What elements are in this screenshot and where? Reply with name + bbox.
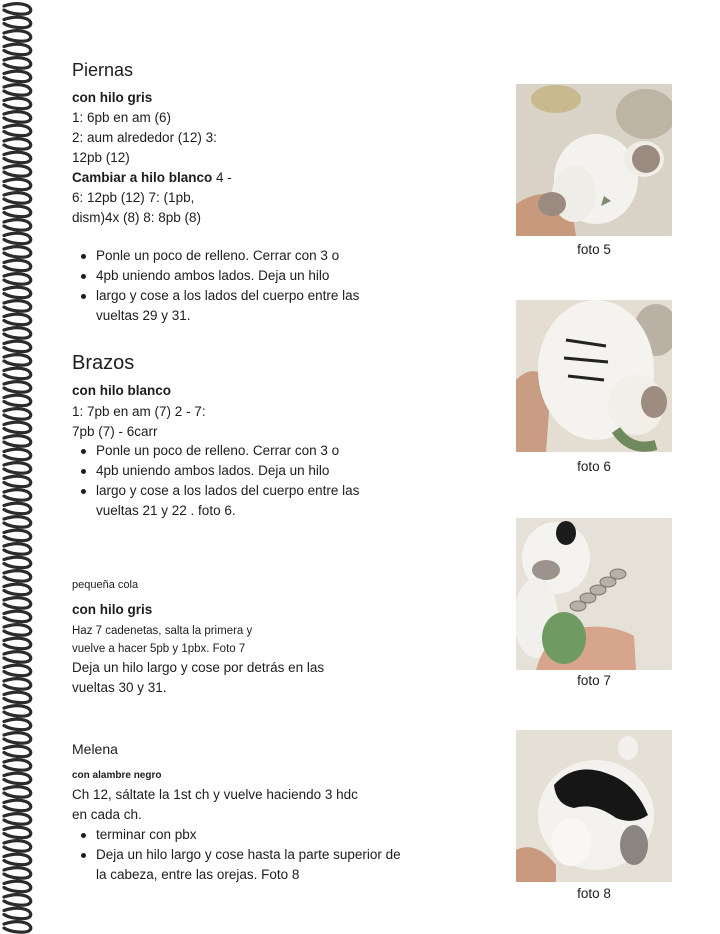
spiral-coil [4, 679, 31, 689]
spiral-coil [4, 4, 31, 14]
list-item: Deja un hilo largo y cose hasta la parte superior de la cabeza, entre las orejas. Foto 8 [72, 845, 402, 885]
spiral-coil [4, 584, 31, 594]
spiral-coil [4, 800, 31, 810]
melena-bullets [72, 825, 402, 885]
cola-line: vuelve a hacer 5pb y 1pbx. Foto 7 [72, 643, 246, 655]
list-item: terminar con pbx [72, 825, 402, 845]
spiral-coil [4, 274, 31, 284]
spiral-coil [4, 692, 31, 702]
section-title-melena: Melena [72, 741, 118, 757]
spiral-coil [4, 665, 31, 675]
spiral-coil [4, 287, 31, 297]
spiral-coil [4, 85, 31, 95]
spiral-coil [4, 908, 31, 918]
spiral-coil [4, 746, 31, 756]
list-item: largo y cose a los lados del cuerpo entre las vueltas 29 y 31. [72, 286, 402, 326]
cola-yarn: con hilo gris [72, 602, 153, 617]
spiral-coil [4, 881, 31, 891]
piernas-instructions [72, 108, 402, 228]
photo-7 [516, 518, 672, 670]
spiral-coil [4, 814, 31, 824]
spiral-coil [4, 773, 31, 783]
melena-line: Ch 12, sáltate la 1st ch y vuelve haciendo 3 hdc [72, 787, 358, 802]
spiral-coil [4, 71, 31, 81]
piernas-line: 2: aum alrededor (12) 3: [72, 130, 217, 145]
spiral-coil [4, 652, 31, 662]
spiral-coil [4, 58, 31, 68]
brazos-yarn: con hilo blanco [72, 383, 172, 398]
spiral-coil [4, 260, 31, 270]
spiral-coil [4, 368, 31, 378]
spiral-coil [4, 557, 31, 567]
cola-line: vueltas 30 y 31. [72, 680, 167, 695]
spiral-coil [4, 395, 31, 405]
spiral-coil [4, 530, 31, 540]
spiral-coil [4, 98, 31, 108]
photo-8-caption: foto 8 [577, 886, 611, 901]
cola-line: Haz 7 cadenetas, salta la primera y [72, 625, 253, 637]
spiral-coil [4, 625, 31, 635]
photo-6 [516, 300, 672, 452]
piernas-line: 12pb (12) [72, 150, 130, 165]
spiral-coil [4, 314, 31, 324]
spiral-coil [4, 895, 31, 905]
photo-6-caption: foto 6 [577, 459, 611, 474]
melena-line: en cada ch. [72, 807, 142, 822]
spiral-coil [4, 125, 31, 135]
brazos-bullets [72, 441, 402, 521]
spiral-coil [4, 139, 31, 149]
spiral-coil [4, 193, 31, 203]
spiral-coil [4, 179, 31, 189]
piernas-bullets [72, 246, 402, 326]
spiral-coil [4, 220, 31, 230]
spiral-coil [4, 409, 31, 419]
brazos-instructions [72, 402, 402, 442]
spiral-coil [4, 638, 31, 648]
piernas-change-line [72, 168, 402, 188]
spiral-coil [4, 719, 31, 729]
spiral-coil [4, 206, 31, 216]
brazos-line: 7pb (7) - 6carr [72, 424, 158, 439]
spiral-coil [4, 733, 31, 743]
cola-line: Deja un hilo largo y cose por detrás en las [72, 660, 325, 675]
spiral-coil [4, 31, 31, 41]
change-yarn-label: Cambiar a hilo blanco [72, 170, 213, 185]
brazos-line: 1: 7pb en am (7) 2 - 7: [72, 404, 206, 419]
spiral-coil [4, 706, 31, 716]
spiral-coil [4, 476, 31, 486]
spiral-coil [4, 436, 31, 446]
section-title-cola: pequeña cola [72, 579, 139, 591]
spiral-binding [0, 0, 40, 934]
spiral-coil [4, 827, 31, 837]
spiral-coil [4, 152, 31, 162]
list-item: largo y cose a los lados del cuerpo entre las vueltas 21 y 22 . foto 6. [72, 481, 402, 521]
spiral-coil [4, 598, 31, 608]
spiral-coil [4, 868, 31, 878]
spiral-coil [4, 233, 31, 243]
photo-7-caption: foto 7 [577, 673, 611, 688]
change-yarn-rest: 4 - [212, 170, 232, 185]
spiral-coil [4, 112, 31, 122]
spiral-coil [4, 760, 31, 770]
piernas-yarn: con hilo gris [72, 90, 153, 105]
spiral-coil [4, 422, 31, 432]
spiral-coil [4, 44, 31, 54]
piernas-line: 1: 6pb en am (6) [72, 110, 172, 125]
cola-instructions [72, 622, 402, 698]
melena-material: con alambre negro [72, 770, 162, 781]
spiral-coil [4, 571, 31, 581]
melena-instructions [72, 785, 402, 825]
spiral-coil [4, 490, 31, 500]
spiral-coil [4, 382, 31, 392]
spiral-coil [4, 341, 31, 351]
list-item: Ponle un poco de relleno. Cerrar con 3 o [72, 441, 402, 461]
photo-5 [516, 84, 672, 236]
spiral-coil [4, 463, 31, 473]
spiral-coil [4, 355, 31, 365]
spiral-coil [4, 922, 31, 932]
photo-5-caption: foto 5 [577, 242, 611, 257]
spiral-coil [4, 449, 31, 459]
list-item: Ponle un poco de relleno. Cerrar con 3 o [72, 246, 402, 266]
spiral-coil [4, 787, 31, 797]
spiral-coil [4, 166, 31, 176]
spiral-coil [4, 17, 31, 27]
spiral-coil [4, 503, 31, 513]
spiral-coil [4, 611, 31, 621]
photo-8 [516, 730, 672, 882]
piernas-line: dism)4x (8) 8: 8pb (8) [72, 210, 202, 225]
spiral-coil [4, 517, 31, 527]
spiral-coil [4, 854, 31, 864]
section-title-brazos: Brazos [72, 352, 135, 374]
piernas-line: 6: 12pb (12) 7: (1pb, [72, 190, 195, 205]
spiral-coil [4, 544, 31, 554]
list-item: 4pb uniendo ambos lados. Deja un hilo [72, 461, 402, 481]
section-title-piernas: Piernas [72, 60, 134, 80]
spiral-coil [4, 247, 31, 257]
list-item: 4pb uniendo ambos lados. Deja un hilo [72, 266, 402, 286]
spiral-coil [4, 841, 31, 851]
spiral-coil [4, 301, 31, 311]
spiral-coil [4, 328, 31, 338]
